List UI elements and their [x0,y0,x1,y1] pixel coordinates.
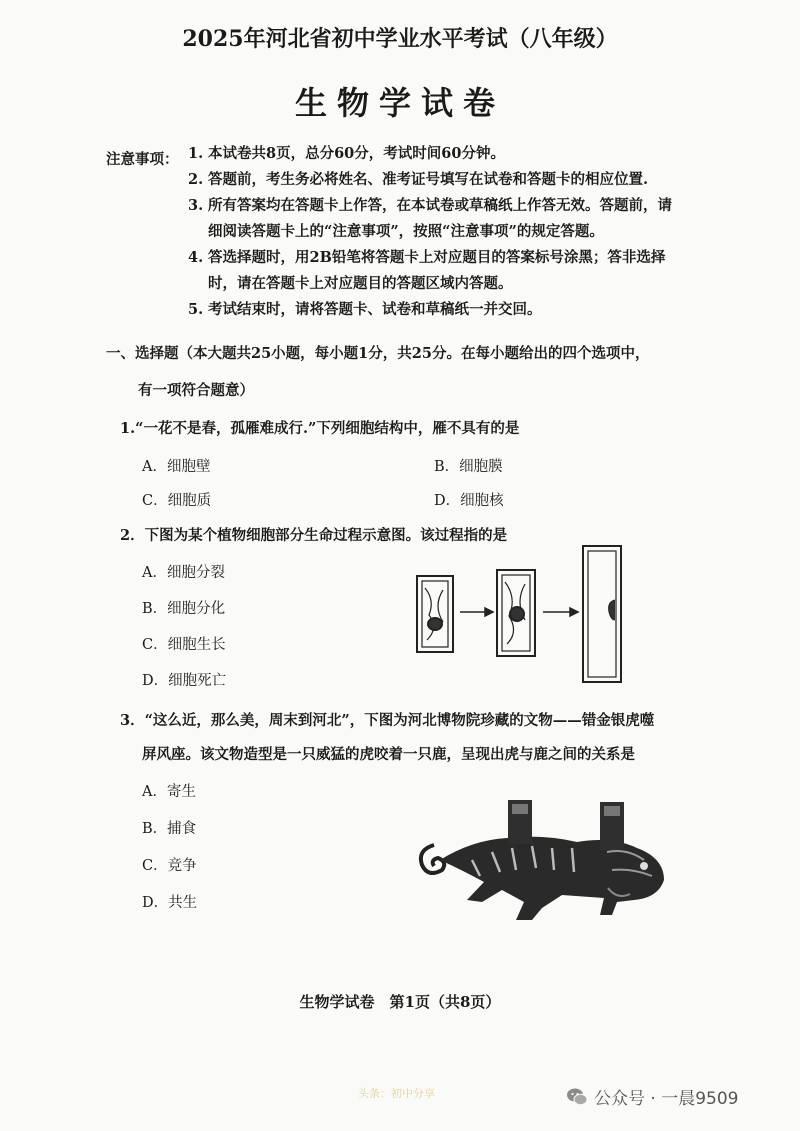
q1-option-d: D．细胞核 [434,493,504,509]
notice-label: 注意事项： [106,151,179,168]
q3-option-c: C．竞争 [142,858,197,874]
page-footer: 生物学试卷 第1页（共8页） [299,993,501,1011]
notice-number: 4. [188,249,204,266]
wechat-account-text: 公众号 · 一晨9509 [594,1089,739,1109]
arrow-2 [543,608,578,616]
wechat-icon [566,1087,588,1107]
q1-option-c: C．细胞质 [142,493,212,509]
small-cell-2 [497,570,535,656]
notice-text: 细阅读答题卡上的“注意事项”，按照“注意事项”的规定答题。 [208,223,604,240]
notice-item-3 [188,193,758,245]
notice-item-4 [188,245,758,297]
q2-option-d: D．细胞死亡 [142,673,227,689]
q1-option-b: B．细胞膜 [434,459,503,475]
q2-option-b: B．细胞分化 [142,601,226,617]
watermark-text: 头条：初中分享 [358,1087,435,1100]
notice-item-5 [188,297,748,323]
tiger-deer-artifact-image [412,790,677,925]
q3-option-d: D．共生 [142,895,198,911]
question-3-stem-cont: 屏风座。该文物造型是一只威猛的虎咬着一只鹿，呈现出虎与鹿之间的关系是 [142,746,635,763]
q3-option-b: B．捕食 [142,821,197,837]
notice-number: 1. [188,145,204,162]
q3-option-a: A．寄生 [142,784,196,800]
notice-number: 2. [188,171,204,188]
wechat-watermark [566,1084,738,1109]
question-1-stem: 1.“一花不是春，孤雁难成行.”下列细胞结构中，雁不具有的是 [120,420,520,437]
arrow-1 [460,608,493,616]
section-heading: 一、选择题（本大题共25小题，每小题1分，共25分。在每小题给出的四个选项中， [106,345,650,362]
small-cell-1 [417,576,453,652]
q1-option-a: A．细胞壁 [142,459,211,475]
question-3-stem: 3．“这么近，那么美，周末到河北”，下图为河北博物院珍藏的文物——错金银虎噬 [120,712,655,729]
cell-growth-diagram [405,540,635,690]
section-heading-cont: 有一项符合题意） [138,382,254,399]
notice-text: 答选择题时，用2B铅笔将答题卡上对应题目的答案标号涂黑；答非选择 [208,249,666,266]
question-2-stem: 2．下图为某个植物细胞部分生命过程示意图。该过程指的是 [120,527,508,544]
q2-option-a: A．细胞分裂 [142,565,225,581]
notice-item-1 [188,141,748,167]
notice-text: 所有答案均在答题卡上作答，在本试卷或草稿纸上作答无效。答题前，请 [208,197,672,214]
notice-text: 答题前，考生务必将姓名、准考证号填写在试卷和答题卡的相应位置. [208,171,649,188]
notice-number: 3. [188,197,204,214]
notice-text: 时，请在答题卡上对应题目的答题区域内答题。 [208,275,513,292]
subject-title: 生物学试卷 [294,84,505,122]
large-cell [583,546,621,682]
exam-title: 2025年河北省初中学业水平考试（八年级） [182,26,618,52]
notice-text: 本试卷共8页，总分60分，考试时间60分钟。 [208,145,505,162]
q2-option-c: C．细胞生长 [142,637,226,653]
notice-item-2 [188,167,748,193]
notice-text: 考试结束时，请将答题卡、试卷和草稿纸一并交回。 [208,301,542,318]
notice-number: 5. [188,301,204,318]
